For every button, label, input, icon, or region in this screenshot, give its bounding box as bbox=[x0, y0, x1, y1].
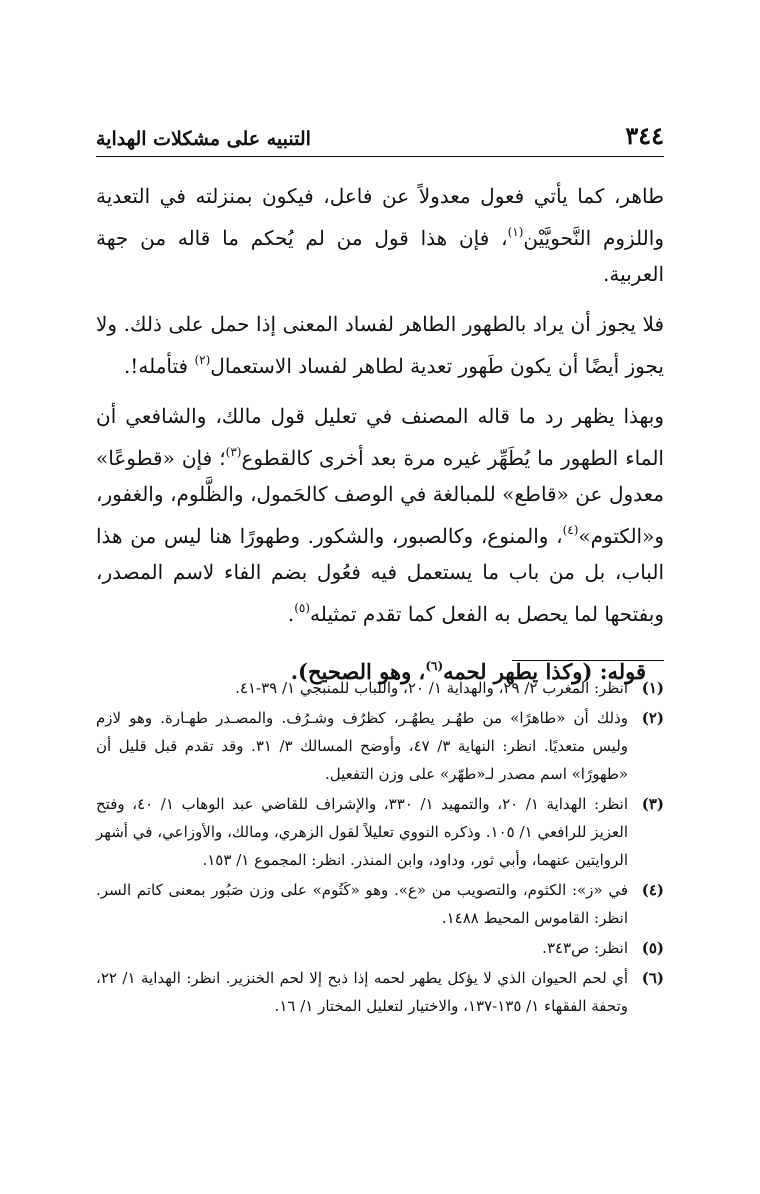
footnote bbox=[96, 790, 664, 874]
footnote bbox=[96, 876, 664, 932]
footnote-number: (٦) bbox=[641, 969, 664, 987]
footnote-text: انظر: الهداية ١/ ٢٠، والتمهيد ١/ ٣٣٠، والإشراف للقاضي عبد الوهاب ١/ ٤٠، وفتح العزيز للرافعي ١/ ١٠٥. وذكره النووي تعليلاً لقول الزهري، ومالك، والأوزاعي، في أشهر الروايتين عنهما، وأبي ثور، وداود، وابن المنذر. انظر: المجموع ١/ ١٥٣. bbox=[96, 795, 628, 869]
footnote-text: وذلك أن «طاهرًا» من طهُـر يطهُـر، كظرُف وشـرُف. والمصـدر طهـارة. وهو لازم وليس متعديًا. انظر: النهاية ٣/ ٤٧، وأوضح المسالك ٣/ ٣١. وقد تقدم قبل قليل أن «طهورًا» اسم مصدر لـ«طهّر» على وزن التفعيل. bbox=[96, 709, 629, 783]
footnote-number: (٣) bbox=[641, 795, 664, 813]
footnote-text: في «ز»: الكثوم، والتصويب من «ع». وهو «كَتُوم» على وزن صَبُور بمعنى كاتم السر. انظر: القاموس المحيط ١٤٨٨. bbox=[96, 881, 628, 927]
footnote-number: (٢) bbox=[641, 709, 664, 727]
paragraph-2: فلا يجوز أن يراد بالطهور الطاهر لفساد المعنى إذا حمل على ذلك. ولا يجوز أيضًا أن يكون طَهور تعدية لطاهر لفساد الاستعمال$^{(٢)}$ فتأمله!. bbox=[96, 312, 664, 378]
footnote-ref-5: (٥) bbox=[294, 601, 311, 615]
footnote-number: (٥) bbox=[641, 939, 664, 957]
footnote-ref-3: (٣) bbox=[225, 445, 242, 459]
quoted-statement: قوله: (وكذا يطهر لحمه$^{(٦)}$، وهو الصحيح). bbox=[290, 659, 646, 684]
running-header bbox=[96, 114, 664, 157]
footnote-text: أي لحم الحيوان الذي لا يؤكل يطهر لحمه إذا ذبح إلا لحم الخنزير. انظر: الهداية ١/ ٢٢، وتحفة الفقهاء ١/ ١٣٥-١٣٧، والاختيار لتعليل المختار ١/ ١٦. bbox=[96, 969, 628, 1015]
book-title: التنبيه على مشكلات الهداية bbox=[96, 128, 311, 150]
quote-label: قوله: bbox=[599, 659, 646, 684]
page-number: ٣٤٤ bbox=[625, 121, 664, 150]
footnote-ref-6: (٦) bbox=[425, 659, 444, 673]
footnote-ref-1: (١) bbox=[507, 225, 524, 239]
footnote bbox=[96, 964, 664, 1020]
footnote-text: انظر: المغرب ٢/ ٢٩، والهداية ١/ ٢٠، واللباب للمنبجي ١/ ٣٩-٤١. bbox=[235, 679, 628, 697]
footnote bbox=[96, 704, 664, 788]
footnote-number: (٤) bbox=[641, 881, 664, 899]
footnote-text: انظر: ص٣٤٣. bbox=[542, 939, 628, 957]
footnote-number: (١) bbox=[641, 679, 664, 697]
paragraph-1: طاهر، كما يأتي فعول معدولاً عن فاعل، فيكون بمنزلته في التعدية واللزوم النَّحويَّيْن$^{(١)}$، فإن هذا قول من لم يُحكم ما قاله من جهة العربية. bbox=[96, 184, 664, 286]
footnote bbox=[96, 674, 664, 702]
footnote-ref-4: (٤) bbox=[562, 523, 579, 537]
footnote-ref-2: (٢) bbox=[194, 353, 211, 367]
main-text bbox=[96, 178, 664, 692]
footnotes bbox=[96, 674, 664, 1022]
footnote-separator bbox=[512, 660, 664, 661]
footnote bbox=[96, 934, 664, 962]
paragraph-3: وبهذا يظهر رد ما قاله المصنف في تعليل قول مالك، والشافعي أن الماء الطهور ما يُطَهِّر غيره مرة بعد أخرى كالقطوع$^{(٣)}$؛ فإن «قطوعًا» معدول عن «قاطع» للمبالغة في الوصف كالحَمول، والظَّلوم، والغفور، و«الكتوم»$^{(٤)}$، والمنوع، وكالصبور، والشكور. وطهورًا هنا ليس من هذا الباب، بل من باب ما يستعمل فيه فعُول بضم الفاء لاسم المصدر، وبفتحها لما يحصل به الفعل كما تقدم تمثيله$^{(٥)}$. bbox=[96, 404, 664, 626]
